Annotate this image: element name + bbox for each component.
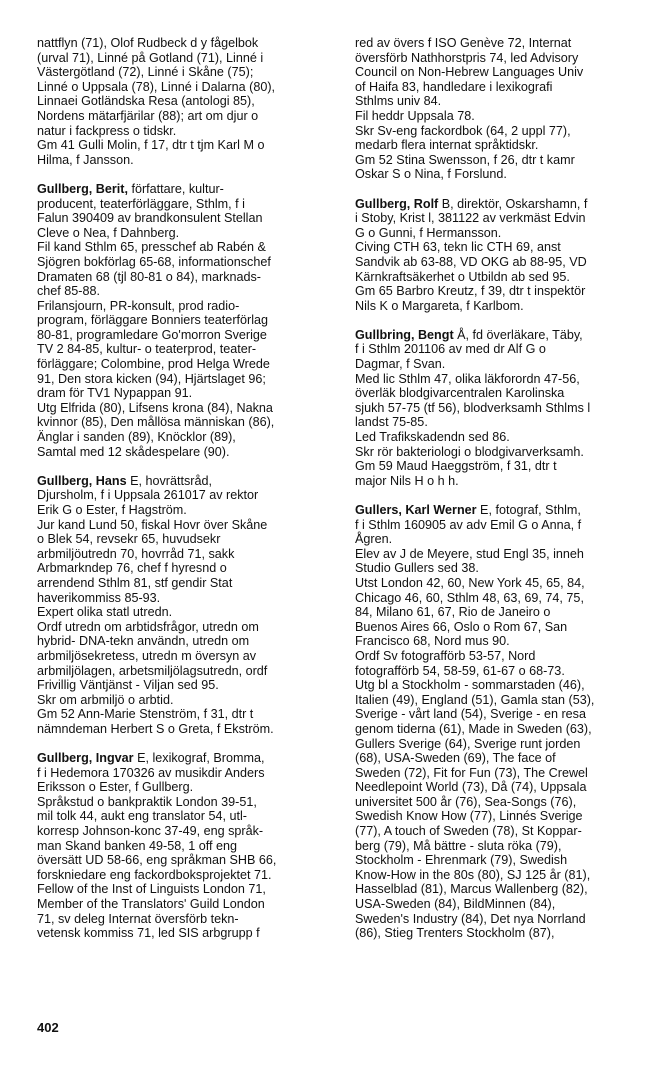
text-line: Frilansjourn, PR-konsult, prod radio- [37, 298, 240, 313]
text-line: medarb flera internat språktidskr. [355, 138, 539, 153]
entry-heading-line [37, 182, 337, 197]
text-line: (86), Stieg Trenters Stockholm (87), [355, 926, 555, 941]
entry-heading-line [355, 328, 655, 343]
entry-heading-text: E, fotograf, Sthlm, [476, 503, 581, 517]
text-line: Council on Non-Hebrew Languages Univ [355, 65, 584, 80]
text-line: Gm 65 Barbro Kreutz, f 39, dtr t inspektör [355, 284, 586, 299]
text-line: dram för TV1 Nypappan 91. [37, 386, 193, 401]
text-line: o Blek 54, revsekr 65, huvudsekr [37, 532, 221, 547]
text-line: universitet 500 år (76), Sea-Songs (76), [355, 794, 577, 809]
text-line: Sandvik ab 63-88, VD OKG ab 88-95, VD [355, 254, 587, 269]
text-line: Cleve o Nea, f Dahnberg. [37, 225, 180, 240]
text-line: red av övers f ISO Genève 72, Internat [355, 36, 572, 50]
text-line: nämndeman Herbert S o Greta, f Ekström. [37, 721, 274, 736]
text-line: Dramaten 68 (tjl 80-81 o 84), marknads- [37, 269, 261, 284]
text-line: Oskar S o Nina, f Forslund. [355, 167, 507, 182]
entry-name: Gullbring, Bengt [355, 327, 454, 342]
text-line: Needlepoint World (73), Då (74), Uppsala [355, 780, 587, 795]
text-line: Buenos Aires 66, Oslo o Rom 67, San [355, 619, 568, 634]
text-line: Skr rör bakteriologi o blodgivarverksamh. [355, 444, 584, 459]
text-line: f i Sthlm 160905 av adv Emil G o Anna, f [355, 517, 582, 532]
text-line: Jur kand Lund 50, fiskal Hovr över Skåne [37, 517, 268, 532]
text-line: översätt UD 58-66, eng språkman SHB 66, [37, 853, 277, 868]
text-line: Med lic Sthlm 47, olika läkforordn 47-56, [355, 371, 580, 386]
text-line: producent, teaterförläggare, Sthlm, f i [37, 196, 245, 211]
text-line: Skr Sv-eng fackordbok (64, 2 uppl 77), [355, 123, 571, 138]
text-line: Italien (49), England (51), Gamla stan (53), [355, 692, 595, 707]
text-line: nattflyn (71), Olof Rudbeck d y fågelbok [37, 36, 259, 50]
entry-gullberg-berit [37, 182, 337, 459]
text-line: korresp Johnson-konc 37-49, eng språk- [37, 824, 264, 839]
text-line: chef 85-88. [37, 284, 101, 299]
entry-heading-text: E, lexikograf, Bromma, [133, 751, 265, 766]
text-line: Frivillig Väntjänst - Viljan sed 95. [37, 678, 219, 693]
text-line: forskniedare eng fackordboksprojektet 71. [37, 867, 272, 882]
entry-heading-text: B, direktör, Oskarshamn, f [438, 196, 588, 211]
entry-gullberg-rolf [355, 197, 655, 314]
text-line: arbmiljölagen, arbetsmiljölagsutredn, ordf [37, 663, 268, 678]
text-line: hybrid- DNA-tekn användn, utredn om [37, 634, 250, 649]
text-line: genom tiderna (61), Made in Sweden (63), [355, 721, 592, 736]
text-line: översförb Nathhorstpris 74, led Advisory [355, 50, 579, 65]
text-line: landst 75-85. [355, 415, 428, 430]
text-line: Stockholm - Ehrenmark (79), Swedish [355, 853, 568, 868]
text-line: berg (79), Må bättre - sluta röka (79), [355, 838, 562, 853]
left-column [37, 36, 337, 955]
entry-heading-text: författare, kultur- [127, 181, 224, 196]
text-line: f i Hedemora 170326 av musikdir Anders [37, 765, 265, 780]
text-line: Hilma, f Jansson. [37, 152, 134, 167]
text-line: 84, Milano 61, 67, Rio de Janeiro o [355, 605, 551, 620]
entry-name: Gullberg, Berit, [37, 181, 128, 196]
text-line: Arbmarkndep 76, chef f hyresnd o [37, 561, 227, 576]
text-line: Hasselblad (81), Marcus Wallenberg (82), [355, 882, 588, 897]
entry-heading-text: Å, fd överläkare, Täby, [453, 327, 583, 342]
entry-gullberg-hans [37, 474, 337, 737]
text-line: G o Gunni, f Hermansson. [355, 225, 502, 240]
text-line: Västergötland (72), Linné i Skåne (75); [37, 65, 254, 80]
text-line: Skr om arbmiljö o arbtid. [37, 692, 174, 707]
text-line: (77), A touch of Sweden (78), St Koppar- [355, 824, 582, 839]
text-line: Led Trafikskadendn sed 86. [355, 430, 510, 445]
entry-name: Gullers, Karl Werner [355, 503, 477, 517]
text-line: of Haifa 83, handledare i lexikografi [355, 79, 553, 94]
entry-heading-text: E, hovrättsråd, [126, 473, 212, 488]
text-line: förläggare; Colombine, prod Helga Wrede [37, 357, 270, 372]
entry-gullbring-bengt [355, 328, 655, 489]
text-line: 91, Den stora kicken (94), Hjärtslaget 96; [37, 371, 266, 386]
text-line: Fil heddr Uppsala 78. [355, 108, 475, 123]
text-line: Gm 52 Ann-Marie Stenström, f 31, dtr t [37, 707, 254, 722]
text-line: Kärnkraftsäkerhet o Utbildn ab sed 95. [355, 269, 570, 284]
entry-gullers-karl-werner [355, 503, 655, 941]
text-line: Ågren. [355, 532, 393, 547]
text-line: arbmiljösekretess, utredn m översyn av [37, 648, 257, 663]
text-line: Utst London 42, 60, New York 45, 65, 84, [355, 575, 585, 590]
text-line: Elev av J de Meyere, stud Engl 35, inneh [355, 546, 584, 561]
text-line: Civing CTH 63, tekn lic CTH 69, anst [355, 240, 561, 255]
text-line: Nils K o Margareta, f Karlbom. [355, 298, 524, 313]
text-line: arrendend Sthlm 81, stf gendir Stat [37, 575, 233, 590]
text-line: Dagmar, f Svan. [355, 357, 446, 372]
text-line: arbmiljöutredn 70, hovrråd 71, sakk [37, 546, 235, 561]
text-line: natur i fackpress o tidskr. [37, 123, 177, 138]
text-line: Francisco 68, Nord mus 90. [355, 634, 510, 649]
text-line: Gm 59 Maud Haeggström, f 31, dtr t [355, 459, 557, 474]
text-line: Änglar i sanden (89), Knöcklor (89), [37, 430, 236, 445]
text-line: Chicago 46, 60, Sthlm 48, 63, 69, 74, 75, [355, 590, 584, 605]
text-line: Ordf utredn om arbtidsfrågor, utredn om [37, 619, 259, 634]
text-line: Member of the Translators' Guild London [37, 897, 265, 912]
text-line: Falun 390409 av brandkonsulent Stellan [37, 211, 263, 226]
text-line: f i Sthlm 201106 av med dr Alf G o [355, 342, 546, 357]
text-line: i Stoby, Krist l, 381122 av verkmäst Edvin [355, 211, 586, 226]
text-line: Språkstud o bankpraktik London 39-51, [37, 794, 257, 809]
entry-name: Gullberg, Rolf [355, 196, 439, 211]
text-line: Sverige - vårt land (54), Sverige - en resa [355, 707, 586, 722]
text-line: Sweden's Industry (84), Det nya Norrland [355, 911, 586, 926]
text-line: sjukh 57-75 (tf 56), blodverksamh Sthlms l [355, 400, 591, 415]
text-line: Gullers Sverige (64), Sverige runt jorden [355, 736, 581, 751]
text-line: (urval 71), Linné på Gotland (71), Linné i [37, 50, 264, 65]
text-line: Sweden (72), Fit for Fun (73), The Crewel [355, 765, 588, 780]
entry-heading-line [355, 503, 655, 518]
entry-continuation [355, 36, 655, 182]
text-line: Expert olika statl utredn. [37, 605, 173, 620]
text-line: Samtal med 12 skådespelare (90). [37, 444, 230, 459]
text-line: överläk blodgivarcentralen Karolinska [355, 386, 565, 401]
text-line: USA-Sweden (84), BildMinnen (84), [355, 897, 556, 912]
text-line: Swedish Know How (77), Linnés Sverige [355, 809, 583, 824]
text-line: man Skand banken 49-58, 1 off eng [37, 838, 238, 853]
text-line: Studio Gullers sed 38. [355, 561, 479, 576]
text-line: Fil kand Sthlm 65, presschef ab Rabén & [37, 240, 266, 255]
text-line: Gm 52 Stina Swensson, f 26, dtr t kamr [355, 152, 575, 167]
entry-heading-line [37, 751, 337, 766]
text-line: Sjögren bokförlag 65-68, informationschef [37, 254, 271, 269]
entry-continuation [37, 36, 337, 167]
right-column [355, 36, 655, 955]
text-line: TV 2 84-85, kultur- o teaterprod, teater- [37, 342, 257, 357]
text-line: haverikommiss 85-93. [37, 590, 161, 605]
text-line: Know-How in the 80s (80), SJ 125 år (81), [355, 867, 591, 882]
text-line: program, förläggare Bonniers teaterförlag [37, 313, 269, 328]
text-line: 71, sv deleg Internat översförb tekn- [37, 911, 239, 926]
text-line: Djursholm, f i Uppsala 261017 av rektor [37, 488, 259, 503]
text-line: Nordens mätarfjärilar (88); art om djur o [37, 108, 259, 123]
entry-gullberg-ingvar [37, 751, 337, 941]
text-line: kvinnor (85), Den mållösa människan (86), [37, 415, 275, 430]
text-line: fotografförb 54, 58-59, 61-67 o 68-73. [355, 663, 565, 678]
text-line: Linnaei Gotländska Resa (antologi 85), [37, 94, 255, 109]
text-line: mil tolk 44, aukt eng translator 54, utl- [37, 809, 247, 824]
text-line: Eriksson o Ester, f Gullberg. [37, 780, 194, 795]
entry-heading-line [37, 474, 337, 489]
page-number: 402 [37, 1020, 59, 1035]
entry-name: Gullberg, Hans [37, 473, 127, 488]
text-line: Utg bl a Stockholm - sommarstaden (46), [355, 678, 585, 693]
text-line: (68), USA-Sweden (69), The face of [355, 751, 556, 766]
text-line: vetensk kommiss 71, led SIS arbgrupp f [37, 926, 260, 941]
text-line: Ordf Sv fotografförb 53-57, Nord [355, 648, 536, 663]
text-line: Fellow of the Inst of Linguists London 71, [37, 882, 266, 897]
text-line: Erik G o Ester, f Hagström. [37, 503, 187, 517]
text-line: Gm 41 Gulli Molin, f 17, dtr t tjm Karl M o [37, 138, 265, 153]
entry-name: Gullberg, Ingvar [37, 751, 134, 766]
text-line: major Nils H o h h. [355, 473, 459, 488]
entry-heading-line [355, 197, 655, 212]
text-line: Utg Elfrida (80), Lifsens krona (84), Nakna [37, 400, 273, 415]
text-line: 80-81, programledare Go'morron Sverige [37, 327, 267, 342]
text-line: Sthlms univ 84. [355, 94, 442, 109]
text-line: Linné o Uppsala (78), Linné i Dalarna (80), [37, 79, 276, 94]
